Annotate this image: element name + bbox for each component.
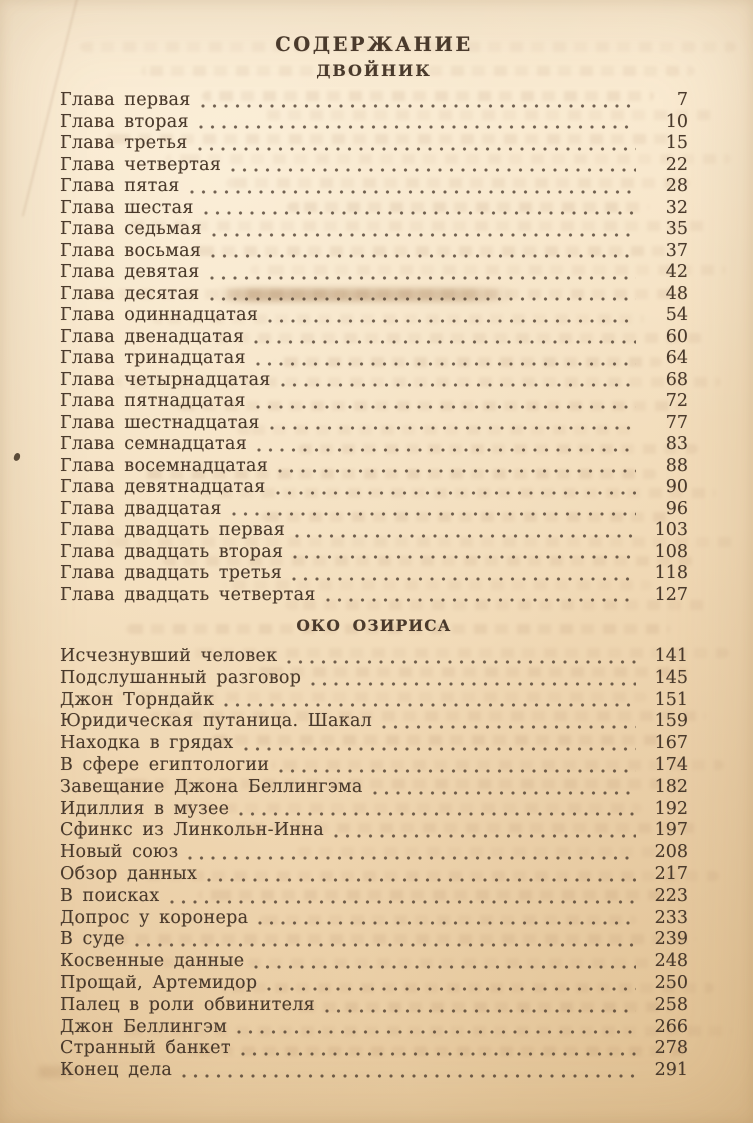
toc-entry-label: Глава девятая (60, 262, 200, 282)
toc-entry-page: 68 (665, 369, 688, 390)
toc-entry (60, 1060, 688, 1082)
toc-entry-label: Глава десятая (60, 283, 200, 304)
toc-entry-page: 278 (654, 1038, 688, 1059)
toc-entry-page: 141 (654, 646, 688, 666)
toc-entry-page: 217 (654, 863, 688, 884)
toc-leader-dots (207, 864, 636, 886)
toc-entry-page: 197 (654, 820, 688, 841)
toc-leader-dots (210, 262, 636, 284)
toc-entry (60, 1038, 688, 1060)
toc-leader-dots (254, 327, 636, 349)
toc-entry-page: 22 (665, 154, 688, 175)
toc-entry-page: 32 (665, 197, 688, 218)
toc-entry (60, 973, 688, 995)
toc-entry-page: 291 (654, 1060, 688, 1081)
toc-entry-label: Глава шестая (60, 197, 194, 218)
toc-entry-page: 248 (654, 951, 688, 972)
toc-leader-dots (201, 90, 636, 112)
toc-leader-dots (212, 219, 636, 241)
toc-entry (60, 563, 688, 585)
toc-entry-page: 83 (665, 434, 688, 454)
toc-entry (60, 198, 688, 220)
toc-entry-label: В поисках (60, 885, 160, 906)
toc-entry (60, 219, 688, 241)
toc-entry-label: Глава седьмая (60, 219, 202, 239)
toc-entry-label: Находка в грядах (60, 733, 234, 754)
toc-entry-page: 28 (665, 176, 688, 196)
toc-leader-dots (270, 413, 636, 435)
toc-leader-dots (224, 690, 636, 712)
toc-leader-dots (199, 112, 636, 134)
toc-entry-page: 77 (665, 412, 688, 433)
toc-leader-dots (256, 391, 636, 413)
toc-entry-page: 64 (665, 348, 688, 368)
toc-leader-dots (281, 370, 636, 392)
toc-leader-dots (198, 133, 636, 155)
toc-entry (60, 842, 688, 864)
toc-entry-page: 37 (665, 240, 688, 261)
toc-entry (60, 241, 688, 263)
toc-entry-page: 7 (676, 90, 688, 110)
toc-entry-page: 42 (665, 262, 688, 282)
toc-entry-page: 239 (654, 929, 688, 950)
toc-entry-label: Глава шестнадцатая (60, 412, 260, 433)
toc-entry-label: Косвенные данные (60, 951, 245, 972)
toc-entry-page: 60 (665, 326, 688, 347)
toc-entry-label: Конец дела (60, 1060, 173, 1081)
toc-entry-label: Глава двадцать четвертая (60, 584, 316, 605)
toc-entry-page: 15 (665, 133, 688, 153)
toc-entry (60, 327, 688, 349)
toc-entry-page: 90 (665, 477, 688, 497)
toc-entry-label: Глава двенадцатая (60, 326, 245, 347)
toc-entry-page: 167 (654, 733, 688, 754)
toc-entry-page: 145 (654, 667, 688, 688)
toc-entry (60, 520, 688, 542)
toc-entry-label: Глава восьмая (60, 240, 202, 261)
toc-entry (60, 711, 688, 733)
toc-entry-label: Юридическая путаница. Шакал (60, 711, 373, 732)
toc-leader-dots (268, 305, 636, 327)
toc-entry-label: Глава семнадцатая (60, 434, 248, 454)
toc-entry (60, 112, 688, 134)
toc-entry (60, 499, 688, 521)
toc-entry-label: Сфинкс из Линкольн-Инна (60, 820, 325, 841)
toc-leader-dots (244, 733, 636, 755)
toc-entry (60, 777, 688, 799)
toc-leader-dots (311, 668, 636, 690)
toc-entry-page: 88 (665, 455, 688, 476)
toc-entry-page: 233 (654, 907, 688, 928)
toc-entry-label: Допрос у коронера (60, 907, 249, 928)
toc-entry-label: Глава девятнадцатая (60, 477, 266, 497)
toc-entry-page: 174 (654, 754, 688, 775)
toc-entry (60, 305, 688, 327)
toc-entry-page: 54 (665, 305, 688, 325)
toc-leader-dots (188, 842, 636, 864)
toc-entry-page: 266 (654, 1016, 688, 1037)
toc-leader-dots (287, 646, 636, 668)
toc-entry (60, 456, 688, 478)
toc-leader-dots (267, 973, 636, 995)
toc-leader-dots (257, 434, 636, 456)
toc-entry-label: Глава тринадцатая (60, 348, 246, 368)
toc-entry-label: Глава пятая (60, 176, 180, 196)
toc-entry-label: Палец в роли обвинителя (60, 994, 315, 1015)
toc-entry-label: Глава третья (60, 133, 188, 153)
toc-entry (60, 668, 688, 690)
toc-leader-dots (170, 886, 636, 908)
toc-leader-dots (182, 1060, 636, 1082)
toc-leader-dots (295, 520, 636, 542)
toc-leader-dots (279, 755, 636, 777)
toc-entry-page: 108 (654, 541, 688, 562)
toc-entry (60, 690, 688, 712)
toc-leader-dots (256, 348, 636, 370)
toc-leader-dots (325, 995, 636, 1017)
toc-entry-label: Новый союз (60, 842, 179, 863)
toc-entry (60, 262, 688, 284)
toc-entry-label: Глава двадцать вторая (60, 541, 284, 562)
toc-entry (60, 90, 688, 112)
toc-leader-dots (210, 284, 636, 306)
toc-entry (60, 370, 688, 392)
toc-entry-page: 10 (665, 111, 688, 132)
toc-leader-dots (278, 456, 636, 478)
toc-list-oko-ozirisa (60, 646, 688, 1082)
toc-entry (60, 886, 688, 908)
toc-leader-dots (334, 820, 636, 842)
toc-list-dvoynik (60, 90, 688, 606)
toc-leader-dots (373, 777, 636, 799)
toc-entry (60, 733, 688, 755)
toc-entry (60, 585, 688, 607)
toc-entry-label: Джон Торндайк (60, 689, 215, 710)
toc-entry-label: Глава четырнадцатая (60, 369, 271, 390)
toc-entry (60, 995, 688, 1017)
toc-entry-page: 103 (654, 520, 688, 540)
toc-entry-label: Глава двадцать первая (60, 520, 286, 540)
toc-leader-dots (204, 198, 636, 220)
toc-leader-dots (241, 1038, 636, 1060)
toc-entry-page: 48 (665, 283, 688, 304)
toc-entry (60, 413, 688, 435)
toc-leader-dots (382, 711, 636, 733)
toc-entry-page: 151 (654, 689, 688, 710)
toc-entry (60, 155, 688, 177)
toc-entry (60, 864, 688, 886)
toc-entry (60, 908, 688, 930)
toc-entry (60, 391, 688, 413)
toc-entry (60, 1017, 688, 1039)
toc-entry (60, 820, 688, 842)
toc-entry (60, 799, 688, 821)
toc-entry (60, 176, 688, 198)
toc-leader-dots (231, 155, 636, 177)
toc-entry-label: Джон Беллингэм (60, 1016, 228, 1037)
toc-entry-page: 208 (654, 842, 688, 863)
toc-entry-page: 127 (654, 584, 688, 605)
toc-leader-dots (276, 477, 636, 499)
toc-leader-dots (326, 585, 636, 607)
toc-entry (60, 477, 688, 499)
toc-leader-dots (232, 499, 636, 521)
toc-entry-label: Подслушанный разговор (60, 667, 302, 688)
section-heading-dvoynik: ДВОЙНИК (316, 61, 432, 80)
toc-entry-label: Странный банкет (60, 1038, 231, 1059)
toc-entry-page: 35 (665, 219, 688, 239)
toc-entry-page: 250 (654, 972, 688, 993)
toc-entry-label: Глава первая (60, 90, 191, 110)
toc-entry-page: 182 (654, 776, 688, 797)
toc-entry-page: 72 (665, 391, 688, 411)
toc-entry (60, 348, 688, 370)
toc-entry-label: Прощай, Артемидор (60, 972, 258, 993)
toc-entry-label: В суде (60, 929, 125, 950)
section-heading-oko-ozirisa: ОКО ОЗИРИСА (296, 616, 452, 635)
toc-entry (60, 284, 688, 306)
toc-entry-page: 96 (665, 498, 688, 519)
toc-entry-page: 159 (654, 711, 688, 732)
toc-entry-label: Глава восемнадцатая (60, 455, 269, 476)
toc-entry-page: 258 (654, 994, 688, 1015)
toc-entry-page: 223 (654, 885, 688, 906)
toc-entry-label: Глава четвертая (60, 154, 222, 175)
contents-title: СОДЕРЖАНИЕ (275, 33, 473, 56)
toc-entry-label: Исчезнувший человек (60, 646, 278, 666)
toc-entry-label: Идиллия в музее (60, 798, 230, 819)
toc-entry (60, 434, 688, 456)
toc-leader-dots (237, 1017, 636, 1039)
toc-entry-label: Глава одиннадцатая (60, 305, 259, 325)
toc-entry-label: Обзор данных (60, 863, 198, 884)
toc-leader-dots (258, 908, 636, 930)
toc-entry (60, 133, 688, 155)
toc-leader-dots (211, 241, 636, 263)
toc-leader-dots (135, 929, 636, 951)
toc-leader-dots (292, 563, 636, 585)
toc-leader-dots (254, 951, 636, 973)
toc-entry (60, 951, 688, 973)
toc-entry-label: Завещание Джона Беллингэма (60, 776, 363, 797)
toc-leader-dots (293, 542, 636, 564)
toc-entry-label: Глава двадцать третья (60, 563, 283, 583)
toc-leader-dots (239, 799, 636, 821)
toc-entry (60, 929, 688, 951)
toc-entry (60, 646, 688, 668)
toc-entry-label: Глава пятнадцатая (60, 391, 246, 411)
toc-entry-page: 118 (654, 563, 688, 583)
toc-entry (60, 755, 688, 777)
toc-entry (60, 542, 688, 564)
toc-entry-label: В сфере египтологии (60, 754, 270, 775)
toc-entry-label: Глава двадцатая (60, 498, 222, 519)
toc-entry-page: 192 (654, 798, 688, 819)
toc-leader-dots (190, 176, 636, 198)
toc-entry-label: Глава вторая (60, 111, 189, 132)
